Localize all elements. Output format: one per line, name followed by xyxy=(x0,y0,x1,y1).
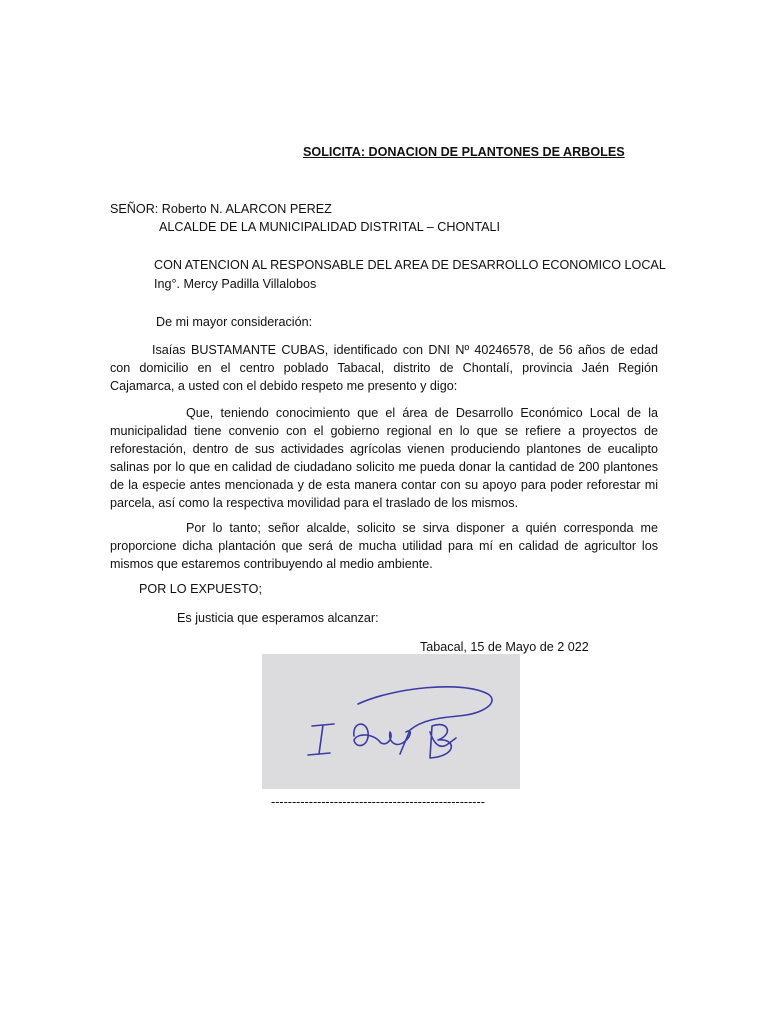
paragraph-identification: Isaías BUSTAMANTE CUBAS, identificado con DNI Nº 40246578, de 56 años de edad con domicilio en el centro poblado Tabacal, distrito de Chontalí, provincia Jaén Región Cajamarca, a usted con el debido respeto me presento y digo: xyxy=(110,343,658,393)
paragraph-conclusion: Por lo tanto; señor alcalde, solicito se sirva disponer a quién corresponda me proporcione dicha plantación que será de mucha utilidad para mí en calidad de agricultor los mismos que estaremos contribuyendo al medio ambiente. xyxy=(110,521,658,571)
attention-line: CON ATENCION AL RESPONSABLE DEL AREA DE DESARROLLO ECONOMICO LOCAL xyxy=(154,258,666,272)
date-line: Tabacal, 15 de Mayo de 2 022 xyxy=(420,640,589,654)
addressee-name: SEÑOR: Roberto N. ALARCON PEREZ xyxy=(110,202,332,216)
attention-person: Ing°. Mercy Padilla Villalobos xyxy=(154,277,317,291)
closing-expuesto: POR LO EXPUESTO; xyxy=(139,582,262,596)
signature-image xyxy=(262,654,520,789)
closing-justicia: Es justicia que esperamos alcanzar: xyxy=(177,611,379,625)
addressee-title: ALCALDE DE LA MUNICIPALIDAD DISTRITAL – CHONTALI xyxy=(159,220,501,234)
subject-line: SOLICITA: DONACION DE PLANTONES DE ARBOLES xyxy=(303,145,625,159)
signature-line: --------------------------------------------------- xyxy=(271,795,485,809)
greeting: De mi mayor consideración: xyxy=(156,315,313,329)
paragraph-request: Que, teniendo conocimiento que el área de Desarrollo Económico Local de la municipalidad tiene convenio con el gobierno regional en lo que se refiere a proyectos de reforestación, dentro de sus actividades agrícolas vienen produciendo plantones de eucalipto salinas por lo que en calidad de ciudadano solicito me pueda donar la cantidad de 200 plantones de la especie antes mencionada y de esta manera contar con su apoyo para poder reforestar mi parcela, así como la respectiva movilidad para el traslado de los mismos. xyxy=(110,406,658,510)
signature-icon xyxy=(262,654,520,789)
